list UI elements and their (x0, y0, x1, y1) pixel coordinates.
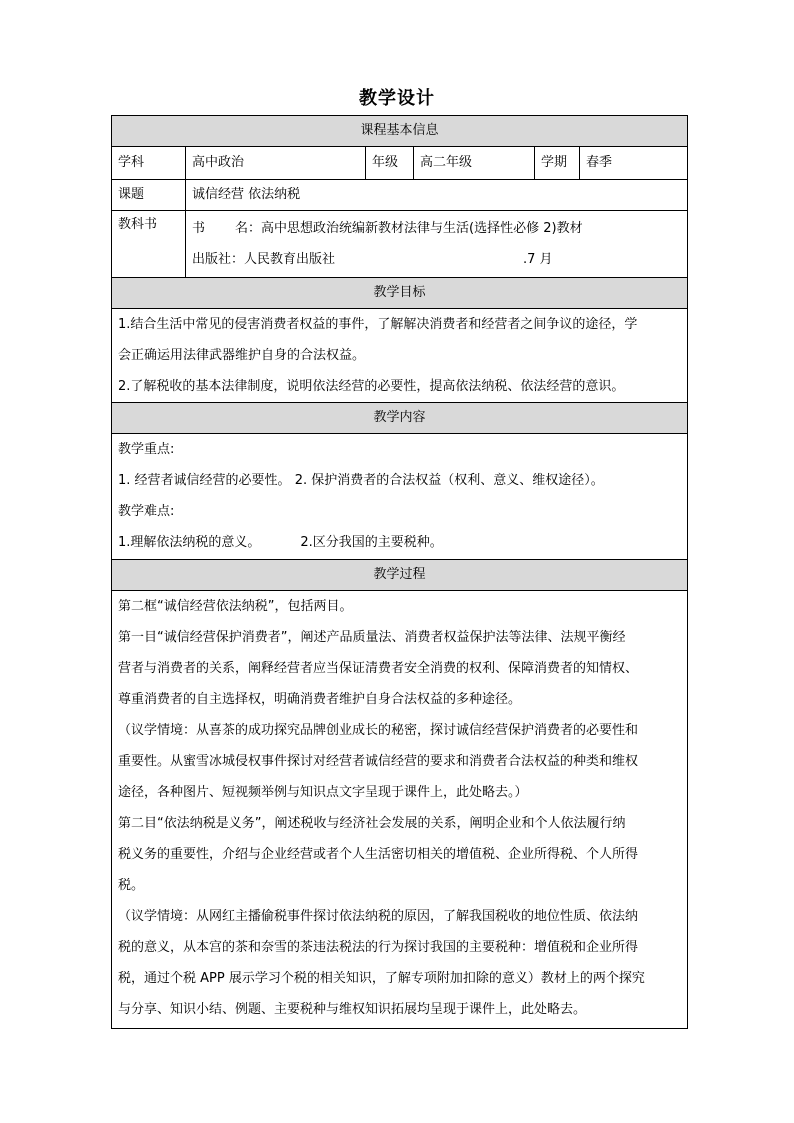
section-header-basic: 课程基本信息 (112, 116, 688, 147)
section-content (112, 403, 688, 434)
page-title: 教学设计 (359, 88, 435, 109)
difficulty-label: 教学难点: (118, 504, 175, 519)
process-line: 尊重消费者的自主选择权，明确消费者维护自身合法权益的多种途径。 (118, 692, 522, 707)
publisher: 出版社：人民教育出版社 (192, 252, 336, 267)
row-textbook (112, 211, 688, 278)
row-topic (112, 180, 688, 211)
process-line: 税的意义，从本宫的茶和奈雪的茶违法税法的行为探讨我国的主要税种：增值税和企业所得 (118, 940, 639, 955)
key-points-label: 教学重点: (118, 442, 175, 457)
process-line: 第一目“诚信经营保护消费者”，阐述产品质量法、消费者权益保护法等法律、法规平衡经 (118, 630, 626, 645)
process-line: 第二目“依法纳税是义务”，阐述税收与经济社会发展的关系，阐明企业和个人依法履行纳 (118, 816, 626, 831)
key-points (118, 465, 681, 496)
grade-label: 年级 (366, 147, 414, 180)
content-body (112, 434, 688, 560)
goal-line: 会正确运用法律武器维护自身的合法权益。 (118, 348, 366, 363)
process-line: 途径，各种图片、短视频举例与知识点文字呈现于课件上，此处略去。） (118, 785, 528, 800)
process-line: 税。 (118, 878, 145, 893)
row-process (112, 591, 688, 1029)
process-line: （议学情境：从喜茶的成功探究品牌创业成长的秘密，探讨诚信经营保护消费者的必要性和 (118, 723, 639, 738)
goal-line: 2.了解税收的基本法律制度，说明依法经营的必要性，提高依法纳税、依法经营的意识。 (118, 379, 625, 394)
section-header-content: 教学内容 (112, 403, 688, 434)
process-line: 税义务的重要性，介绍与企业经营或者个人生活密切相关的增值税、企业所得税、个人所得 (118, 847, 639, 862)
process-line: 税，通过个税 APP 展示学习个税的相关知识，了解专项附加扣除的意义）教材上的两个探究 (118, 971, 645, 986)
key-point-1: 1. 经营者诚信经营的必要性。 (118, 473, 291, 488)
textbook-line-2 (192, 244, 681, 275)
book-name: 名：高中思想政治统编新教材法律与生活(选择性必修 2)教材 (235, 221, 583, 236)
process-body (112, 591, 688, 1029)
process-line: 营者与消费者的关系，阐释经营者应当保证清费者安全消费的权利、保障消费者的知情权、 (118, 661, 639, 676)
process-line: 与分享、知识小结、例题、主要税种与维权知识拓展均呈现于课件上，此处略去。 (118, 1002, 587, 1017)
section-basic-info (112, 116, 688, 147)
grade-value: 高二年级 (414, 147, 535, 180)
book-name-prefix: 书 (192, 221, 206, 236)
process-line: （议学情境：从网红主播偷税事件探讨依法纳税的原因，了解我国税收的地位性质、依法纳 (118, 909, 639, 924)
subject-value: 高中政治 (186, 147, 366, 180)
process-line: 第二框“诚信经营依法纳税”，包括两目。 (118, 599, 353, 614)
difficulties (118, 527, 681, 558)
goals-body (112, 309, 688, 403)
topic-label: 课题 (112, 180, 186, 211)
section-process (112, 560, 688, 591)
process-line: 重要性。从蜜雪冰城侵权事件探讨对经营者诚信经营的要求和消费者合法权益的种类和维权 (118, 754, 639, 769)
key-point-2: 2. 保护消费者的合法权益（权利、意义、维权途径）。 (294, 473, 604, 488)
row-content (112, 434, 688, 560)
textbook-label: 教科书 (112, 211, 186, 278)
section-goals (112, 278, 688, 309)
topic-value: 诚信经营 依法纳税 (186, 180, 688, 211)
lesson-plan-table (111, 115, 688, 1029)
publish-date: .7 月 (523, 252, 553, 267)
difficulty-2: 2.区分我国的主要税种。 (300, 535, 443, 550)
section-header-process: 教学过程 (112, 560, 688, 591)
row-goals (112, 309, 688, 403)
goal-line: 1.结合生活中常见的侵害消费者权益的事件，了解解决消费者和经营者之间争议的途径，学 (118, 317, 638, 332)
subject-label: 学科 (112, 147, 186, 180)
difficulty-1: 1.理解依法纳税的意义。 (118, 535, 261, 550)
row-subject (112, 147, 688, 180)
term-label: 学期 (535, 147, 580, 180)
term-value: 春季 (580, 147, 688, 180)
section-header-goals: 教学目标 (112, 278, 688, 309)
textbook-info (186, 211, 688, 278)
textbook-line-1 (192, 213, 681, 244)
